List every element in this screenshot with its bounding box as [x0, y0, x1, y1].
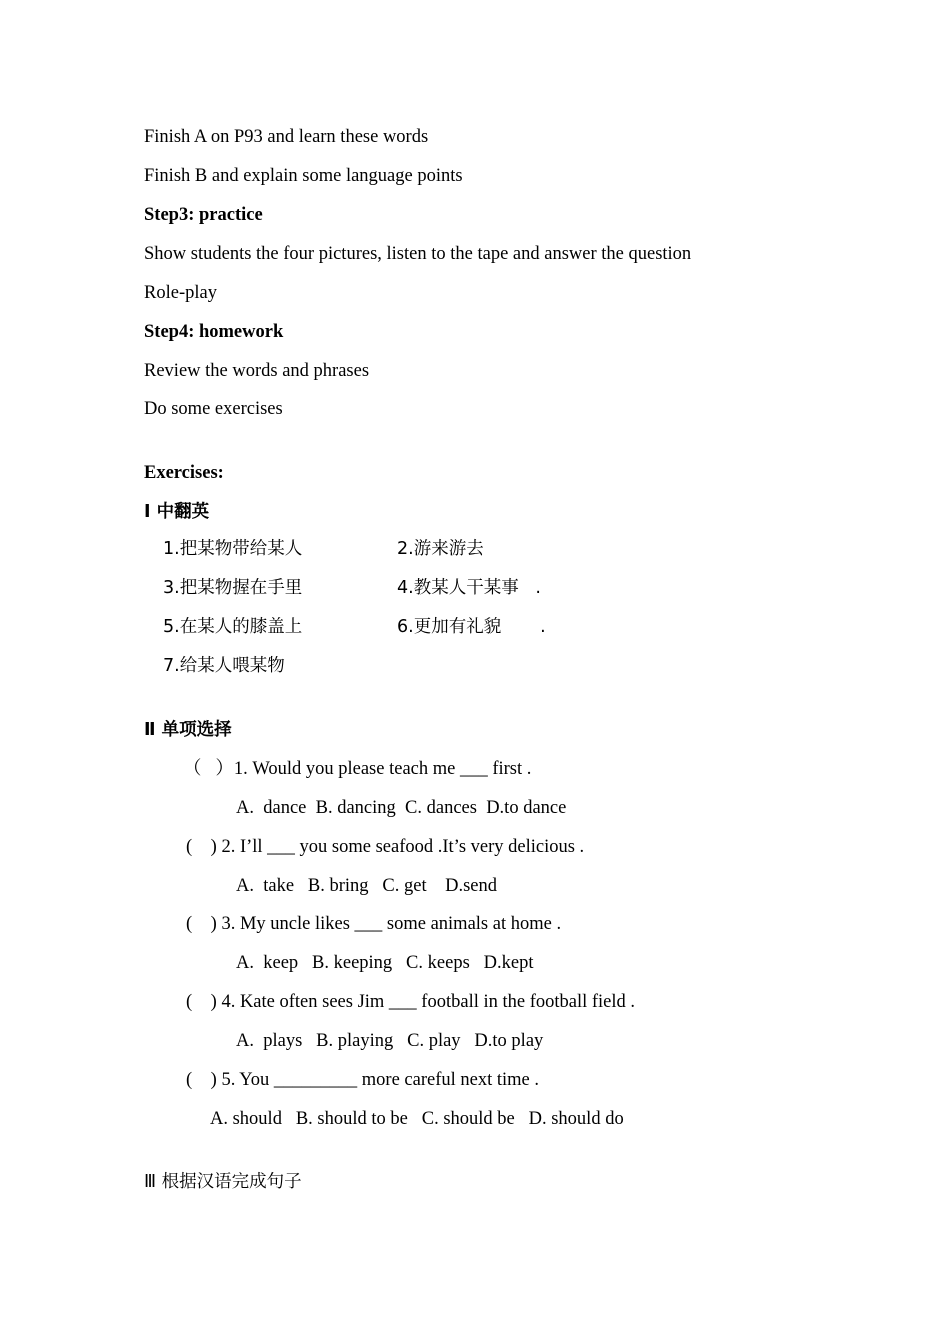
section3-heading: Ⅲ 根据汉语完成句子: [144, 1172, 302, 1192]
step4-line-1: Review the words and phrases: [144, 361, 370, 381]
intro-line-1: Finish A on P93 and learn these words: [144, 127, 429, 147]
question-1-options: A. dance B. dancing C. dances D.to dance: [236, 798, 567, 818]
section2-heading: Ⅱ 单项选择: [144, 720, 232, 740]
intro-line-2: Finish B and explain some language points: [144, 166, 463, 186]
section1-item-7: 7.给某人喂某物: [163, 656, 285, 676]
exercises-heading: Exercises:: [144, 463, 224, 483]
question-2: ( ) 2. I’ll ___ you some seafood .It’s very delicious .: [186, 837, 585, 857]
section1-item-2: 2.游来游去: [397, 539, 484, 559]
section1-item-6: 6.更加有礼貌 .: [397, 617, 546, 637]
step3-line-2: Role-play: [144, 283, 217, 303]
question-5: ( ) 5. You _________ more careful next time .: [186, 1070, 539, 1090]
question-2-options: A. take B. bring C. get D.send: [236, 876, 498, 896]
section1-item-5: 5.在某人的膝盖上: [163, 617, 303, 637]
section1-item-4: 4.教某人干某事 .: [397, 578, 541, 598]
step3-line-1: Show students the four pictures, listen to the tape and answer the question: [144, 244, 692, 264]
question-4-options: A. plays B. playing C. play D.to play: [236, 1031, 544, 1051]
section1-heading: Ⅰ 中翻英: [144, 502, 210, 522]
step4-heading: Step4: homework: [144, 322, 284, 342]
question-3: ( ) 3. My uncle likes ___ some animals at home .: [186, 914, 562, 934]
question-1: （ ）1. Would you please teach me ___ first .: [183, 759, 532, 779]
section1-item-1: 1.把某物带给某人: [163, 539, 303, 559]
step4-line-2: Do some exercises: [144, 399, 283, 419]
question-3-options: A. keep B. keeping C. keeps D.kept: [236, 953, 534, 973]
section1-item-3: 3.把某物握在手里: [163, 578, 303, 598]
step3-heading: Step3: practice: [144, 205, 263, 225]
question-5-options: A. should B. should to be C. should be D. should do: [210, 1109, 624, 1129]
question-4: ( ) 4. Kate often sees Jim ___ football in the football field .: [186, 992, 636, 1012]
